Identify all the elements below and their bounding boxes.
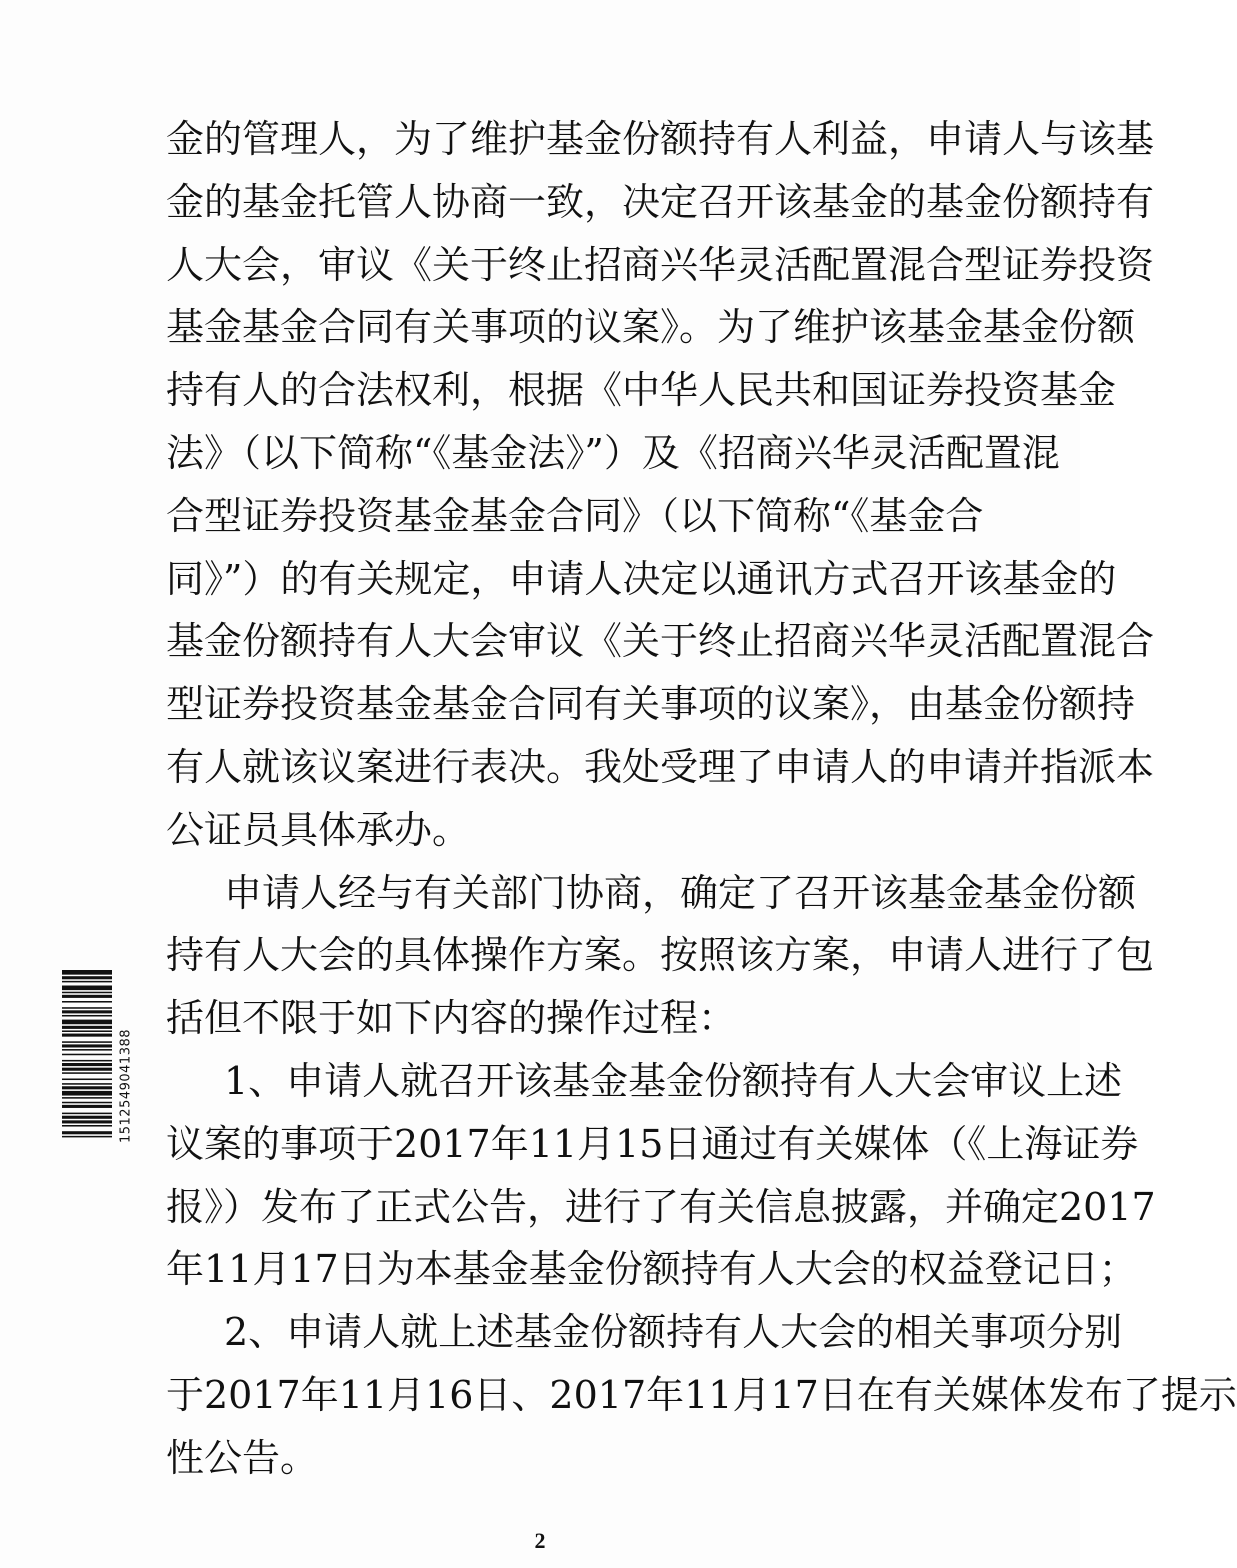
document-body — [166, 108, 1237, 1490]
barcode-bar — [62, 995, 112, 998]
barcode-bar — [62, 1131, 112, 1134]
text-line: 性公告。 — [166, 1435, 319, 1480]
paragraph-start-line: 申请人经与有关部门协商，确定了召开该基金基金份额 — [224, 870, 1137, 915]
text-line: 基金份额持有人大会审议《关于终止招商兴华灵活配置混合 — [166, 619, 1155, 664]
text-line: 合型证券投资基金基金合同》（以下简称“《基金合 — [166, 493, 984, 538]
barcode-bar — [62, 986, 112, 991]
barcode-bar — [62, 1125, 112, 1127]
text-line: 于2017年11月16日、2017年11月17日在有关媒体发布了提示 — [166, 1372, 1237, 1417]
barcode-bar — [62, 1091, 112, 1096]
barcode-bar — [62, 1010, 112, 1013]
text-line: 公证员具体承办。 — [166, 807, 471, 852]
barcode-bar — [62, 1049, 112, 1051]
barcode-bar — [62, 1072, 112, 1074]
barcode-bars — [62, 970, 112, 1202]
barcode-bar — [62, 1001, 112, 1003]
barcode-bar — [62, 981, 112, 983]
barcode-bar — [62, 1102, 112, 1104]
text-line: 持有人大会的具体操作方案。按照该方案，申请人进行了包 — [166, 933, 1155, 978]
barcode-bar — [62, 1041, 112, 1043]
text-line: 年11月17日为本基金基金份额持有人大会的权益登记日； — [166, 1247, 1137, 1292]
text-line: 报》）发布了正式公告，进行了有关信息披露，并确定2017 — [166, 1184, 1156, 1229]
barcode-bar — [62, 1116, 112, 1119]
list-item-2-start-line: 2、申请人就上述基金份额持有人大会的相关事项分别 — [224, 1310, 1123, 1355]
barcode-bar — [62, 1015, 112, 1017]
text-line: 持有人的合法权利，根据《中华人民共和国证券投资基金 — [166, 368, 1117, 413]
barcode-bar — [62, 1086, 112, 1089]
barcode-bar — [62, 1068, 112, 1071]
barcode-bar — [62, 1026, 112, 1029]
barcode-bar — [62, 1105, 112, 1108]
list-item-1-start-line: 1、申请人就召开该基金基金份额持有人大会审议上述 — [224, 1058, 1123, 1103]
barcode-bar — [62, 1079, 112, 1081]
text-line: 有人就该议案进行表决。我处受理了申请人的申请并指派本 — [166, 744, 1155, 789]
barcode-number-text: 1512549041388 — [118, 1028, 134, 1144]
text-line: 法》（以下简称“《基金法》”）及《招商兴华灵活配置混 — [166, 430, 1060, 475]
barcode-bar — [62, 1044, 112, 1047]
barcode-bar — [62, 1007, 112, 1009]
text-line: 人大会，审议《关于终止招商兴华灵活配置混合型证券投资 — [166, 242, 1155, 287]
text-line: 括但不限于如下内容的操作过程： — [166, 996, 737, 1041]
barcode-bar — [62, 1054, 112, 1056]
barcode-bar — [62, 1083, 112, 1085]
barcode-number — [116, 970, 136, 1202]
text-line: 金的基金托管人协商一致，决定召开该基金的基金份额持有 — [166, 179, 1155, 224]
barcode-bar — [62, 1060, 112, 1062]
barcode-bar — [62, 1020, 112, 1025]
barcode-bar — [62, 1136, 112, 1138]
barcode-bar — [62, 1034, 112, 1037]
barcode-bar — [62, 1120, 112, 1123]
page-number: 2 — [534, 1528, 546, 1553]
barcode-bar — [62, 970, 112, 975]
barcode-bar — [62, 992, 112, 994]
barcode-bars-graphic — [62, 970, 112, 1202]
barcode-bar — [62, 1097, 112, 1099]
text-line: 型证券投资基金基金合同有关事项的议案》，由基金份额持 — [166, 682, 1136, 727]
barcode-bar — [62, 976, 112, 979]
text-line: 同》”）的有关规定，申请人决定以通讯方式召开该基金的 — [166, 556, 1117, 601]
text-line: 金的管理人，为了维护基金份额持有人利益，申请人与该基 — [166, 117, 1155, 161]
barcode-bar — [62, 1063, 112, 1066]
barcode-bar — [62, 1113, 112, 1115]
text-line: 议案的事项于2017年11月15日通过有关媒体（《上海证券 — [166, 1121, 1139, 1166]
barcode — [62, 970, 138, 1202]
text-line: 基金基金合同有关事项的议案》。为了维护该基金基金份额 — [166, 305, 1136, 350]
barcode-bar — [62, 1030, 112, 1032]
